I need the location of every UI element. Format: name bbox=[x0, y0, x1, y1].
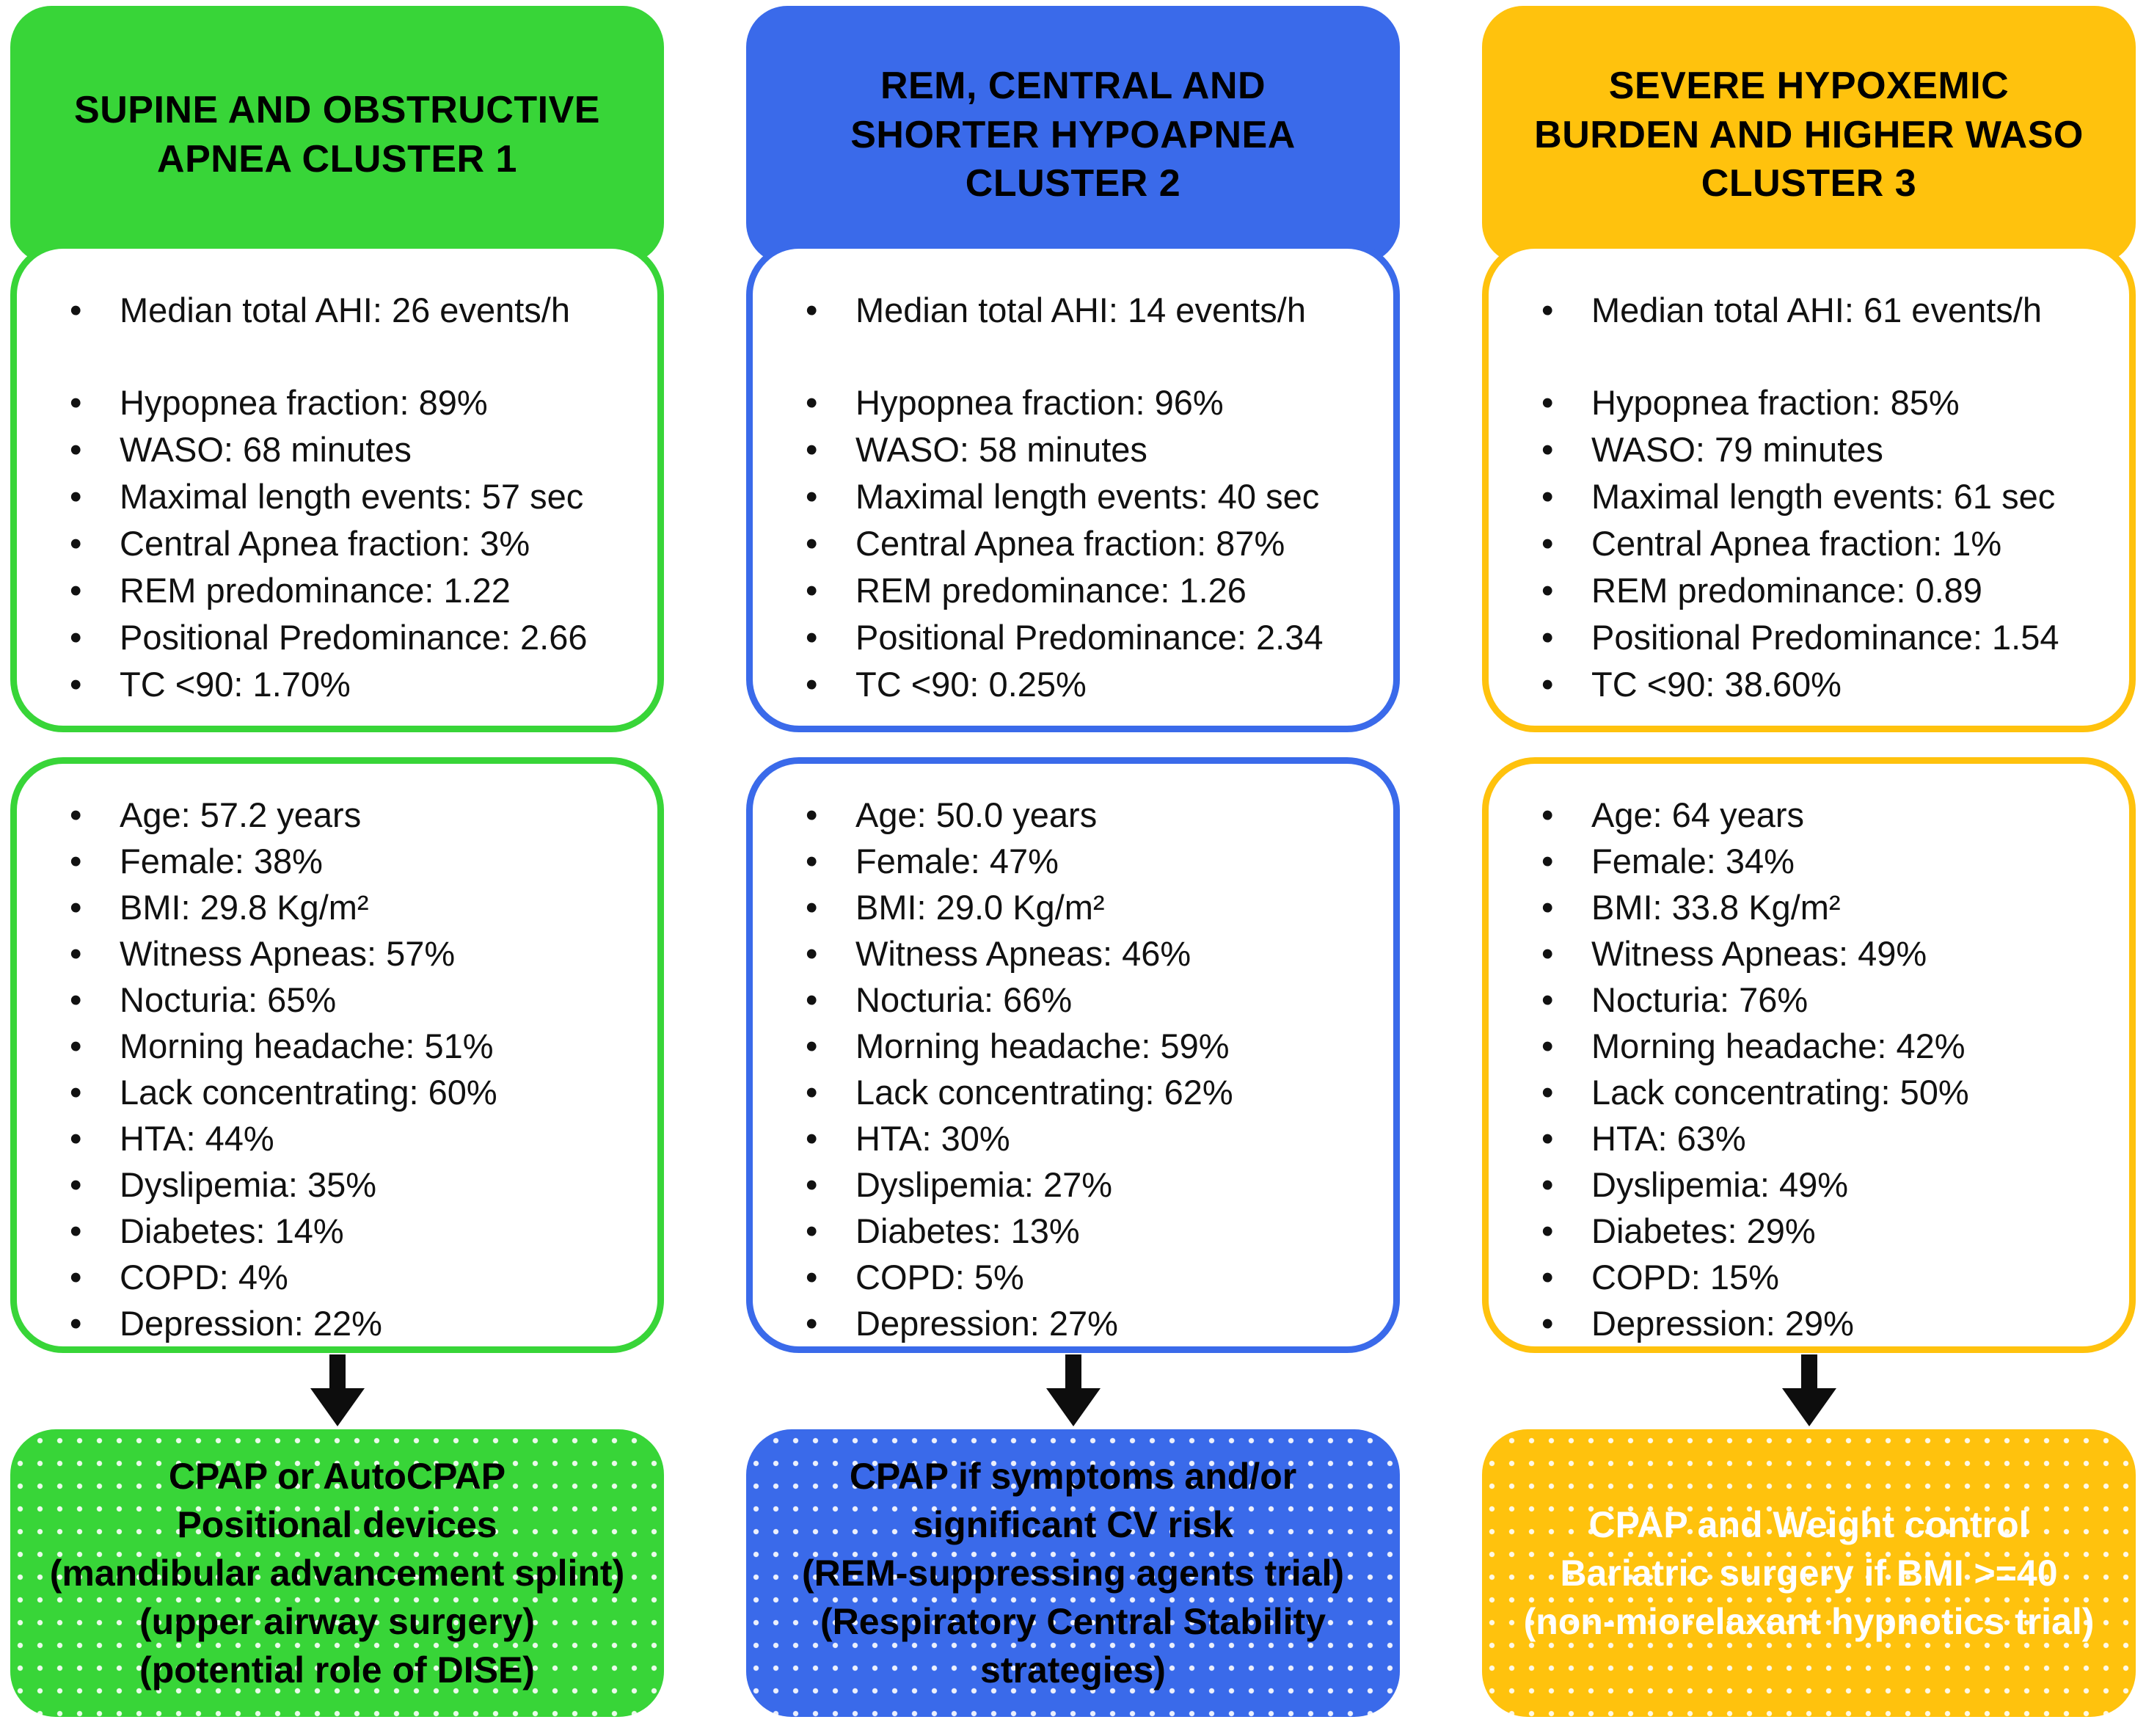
profile-item: • Diabetes: 13% bbox=[773, 1208, 1373, 1254]
profile-item: • HTA: 30% bbox=[773, 1115, 1373, 1161]
arrow-head bbox=[1046, 1388, 1101, 1426]
profile-item: • Dyslipemia: 35% bbox=[37, 1161, 637, 1208]
metric-item: • Central Apnea fraction: 3% bbox=[37, 520, 637, 567]
profile-item: • HTA: 63% bbox=[1509, 1115, 2109, 1161]
profile-item: • COPD: 5% bbox=[773, 1254, 1373, 1300]
treatment-line: (Respiratory Central Stability strategies) bbox=[820, 1601, 1326, 1691]
profile-item: • COPD: 15% bbox=[1509, 1254, 2109, 1300]
profile-item: • Lack concentrating: 60% bbox=[37, 1069, 637, 1115]
cluster-2-column bbox=[746, 6, 1400, 1736]
metric-item: • Hypopnea fraction: 96% bbox=[773, 379, 1373, 426]
profile-item: • Lack concentrating: 50% bbox=[1509, 1069, 2109, 1115]
profile-item: • Dyslipemia: 49% bbox=[1509, 1161, 2109, 1208]
profile-item: • Witness Apneas: 49% bbox=[1509, 930, 2109, 977]
cluster-1-patient-profile-list bbox=[37, 792, 637, 1346]
profile-item: • COPD: 4% bbox=[37, 1254, 637, 1300]
profile-item: • Age: 50.0 years bbox=[773, 792, 1373, 838]
treatment-line: CPAP or AutoCPAP bbox=[168, 1456, 506, 1497]
cluster-1-treatment-box bbox=[10, 1429, 664, 1717]
arrow-stem bbox=[1065, 1354, 1081, 1388]
cluster-1-patient-profile-panel bbox=[10, 757, 664, 1353]
metric-item: • REM predominance: 1.26 bbox=[773, 567, 1373, 614]
cluster-2-patient-profile-list bbox=[773, 792, 1373, 1346]
metric-item: • Central Apnea fraction: 1% bbox=[1509, 520, 2109, 567]
metric-item: • Median total AHI: 61 events/h bbox=[1509, 287, 2109, 334]
arrow-stem bbox=[329, 1354, 346, 1388]
arrow-stem bbox=[1801, 1354, 1817, 1388]
cluster-1-title: SUPINE AND OBSTRUCTIVE APNEA CLUSTER 1 bbox=[10, 6, 664, 264]
metric-item: • Maximal length events: 40 sec bbox=[773, 473, 1373, 520]
cluster-2-title: REM, CENTRAL AND SHORTER HYPOAPNEA CLUSTER 2 bbox=[746, 6, 1400, 264]
cluster-3-sleep-metrics-list bbox=[1509, 287, 2109, 708]
treatment-line: CPAP if symptoms and/or significant CV risk bbox=[849, 1456, 1297, 1545]
metric-item: • Positional Predominance: 1.54 bbox=[1509, 614, 2109, 661]
cluster-3-patient-profile-panel bbox=[1482, 757, 2136, 1353]
cluster-3-treatment-box bbox=[1482, 1429, 2136, 1717]
metric-item: • Median total AHI: 14 events/h bbox=[773, 287, 1373, 334]
treatment-line: (mandibular advancement splint) bbox=[49, 1553, 625, 1594]
profile-item: • Nocturia: 66% bbox=[773, 977, 1373, 1023]
profile-item: • Nocturia: 65% bbox=[37, 977, 637, 1023]
cluster-1-sleep-metrics-list bbox=[37, 287, 637, 708]
profile-item: • Lack concentrating: 62% bbox=[773, 1069, 1373, 1115]
treatment-line: Positional devices bbox=[177, 1504, 497, 1545]
profile-item: • Diabetes: 14% bbox=[37, 1208, 637, 1254]
metric-item: • Positional Predominance: 2.66 bbox=[37, 614, 637, 661]
profile-item: • Female: 38% bbox=[37, 838, 637, 884]
metric-item: • Maximal length events: 57 sec bbox=[37, 473, 637, 520]
profile-item: • Depression: 22% bbox=[37, 1300, 637, 1346]
profile-item: • BMI: 29.0 Kg/m² bbox=[773, 884, 1373, 930]
profile-item: • Morning headache: 42% bbox=[1509, 1023, 2109, 1069]
metric-item: • REM predominance: 0.89 bbox=[1509, 567, 2109, 614]
profile-item: • Dyslipemia: 27% bbox=[773, 1161, 1373, 1208]
cluster-3-column bbox=[1482, 6, 2136, 1736]
profile-item: • BMI: 29.8 Kg/m² bbox=[37, 884, 637, 930]
metric-item: • Central Apnea fraction: 87% bbox=[773, 520, 1373, 567]
metric-item: • Hypopnea fraction: 89% bbox=[37, 379, 637, 426]
profile-item: • BMI: 33.8 Kg/m² bbox=[1509, 884, 2109, 930]
arrow-head bbox=[1782, 1388, 1836, 1426]
cluster-2-sleep-metrics-panel bbox=[746, 242, 1400, 732]
down-arrow-icon bbox=[10, 1354, 664, 1428]
cluster-1-sleep-metrics-panel bbox=[10, 242, 664, 732]
metric-item: • TC <90: 0.25% bbox=[773, 661, 1373, 708]
treatment-line: Bariatric surgery if BMI >=40 bbox=[1560, 1553, 2058, 1594]
profile-item: • Age: 57.2 years bbox=[37, 792, 637, 838]
cluster-2-treatment-box bbox=[746, 1429, 1400, 1717]
metric-item: • Maximal length events: 61 sec bbox=[1509, 473, 2109, 520]
metric-item: • WASO: 58 minutes bbox=[773, 426, 1373, 473]
profile-item: • Nocturia: 76% bbox=[1509, 977, 2109, 1023]
cluster-3-sleep-metrics-panel bbox=[1482, 242, 2136, 732]
treatment-line: (non-miorelaxant hypnotics trial) bbox=[1523, 1601, 2095, 1642]
cluster-3-title: SEVERE HYPOXEMIC BURDEN AND HIGHER WASO CLUSTER 3 bbox=[1482, 6, 2136, 264]
profile-item: • Age: 64 years bbox=[1509, 792, 2109, 838]
profile-item: • Morning headache: 59% bbox=[773, 1023, 1373, 1069]
cluster-2-patient-profile-panel bbox=[746, 757, 1400, 1353]
profile-item: • Female: 34% bbox=[1509, 838, 2109, 884]
metric-item: • REM predominance: 1.22 bbox=[37, 567, 637, 614]
profile-item: • Depression: 27% bbox=[773, 1300, 1373, 1346]
cluster-3-patient-profile-list bbox=[1509, 792, 2109, 1346]
profile-item: • Female: 47% bbox=[773, 838, 1373, 884]
cluster-2-sleep-metrics-list bbox=[773, 287, 1373, 708]
metric-item: • Median total AHI: 26 events/h bbox=[37, 287, 637, 334]
down-arrow-icon bbox=[1482, 1354, 2136, 1428]
profile-item: • Morning headache: 51% bbox=[37, 1023, 637, 1069]
metric-item: • Hypopnea fraction: 85% bbox=[1509, 379, 2109, 426]
metric-item: • WASO: 79 minutes bbox=[1509, 426, 2109, 473]
metric-item: • TC <90: 1.70% bbox=[37, 661, 637, 708]
metric-item: • Positional Predominance: 2.34 bbox=[773, 614, 1373, 661]
profile-item: • Diabetes: 29% bbox=[1509, 1208, 2109, 1254]
profile-item: • Witness Apneas: 46% bbox=[773, 930, 1373, 977]
treatment-line: CPAP and Weight control bbox=[1588, 1504, 2029, 1545]
profile-item: • Depression: 29% bbox=[1509, 1300, 2109, 1346]
arrow-head bbox=[310, 1388, 365, 1426]
treatment-line: (upper airway surgery) bbox=[139, 1601, 536, 1642]
metric-item: • TC <90: 38.60% bbox=[1509, 661, 2109, 708]
profile-item: • Witness Apneas: 57% bbox=[37, 930, 637, 977]
treatment-line: (REM-suppressing agents trial) bbox=[802, 1553, 1344, 1594]
down-arrow-icon bbox=[746, 1354, 1400, 1428]
cluster-1-column bbox=[10, 6, 664, 1736]
treatment-line: (potential role of DISE) bbox=[139, 1649, 535, 1691]
profile-item: • HTA: 44% bbox=[37, 1115, 637, 1161]
metric-item: • WASO: 68 minutes bbox=[37, 426, 637, 473]
